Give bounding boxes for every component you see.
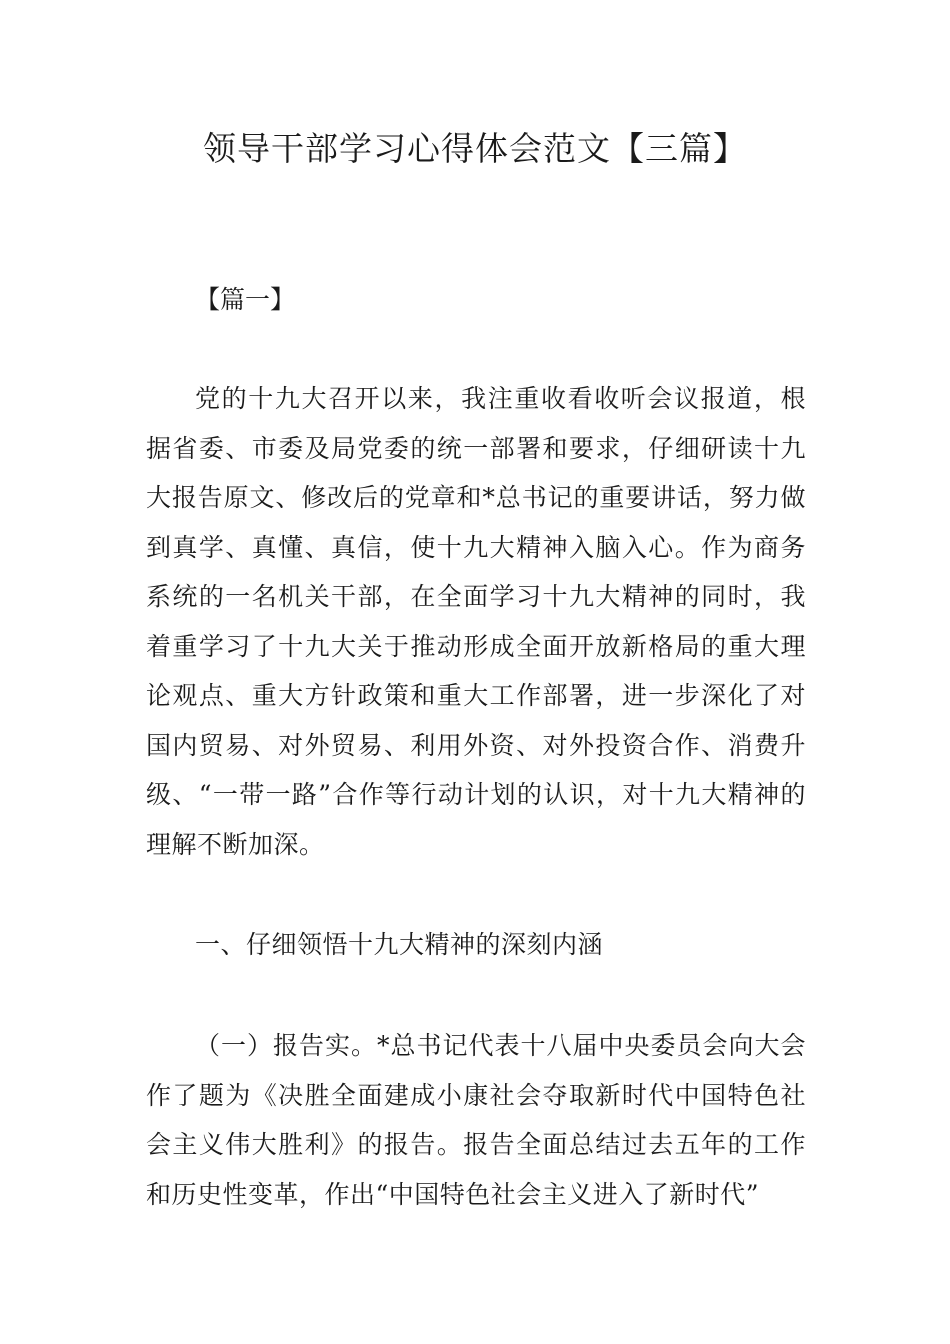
section-label: 【篇一】 — [195, 285, 296, 314]
section-heading-1: 一、仔细领悟十九大精神的深刻内涵 — [195, 930, 604, 959]
document-title: 领导干部学习心得体会范文【三篇】 — [203, 129, 747, 168]
body-paragraph-2: （一）报告实。*总书记代表十八届中央委员会向大会作了题为《决胜全面建成小康社会夺取新时代中国特色社会主义伟大胜利》的报告。报告全面总结过去五年的工作和历史性变革，作出“中国特色社会主义进入了新时代” — [146, 1031, 806, 1209]
body-paragraph-1: 党的十九大召开以来，我注重收看收听会议报道，根据省委、市委及局党委的统一部署和要求，仔细研读十九大报告原文、修改后的党章和*总书记的重要讲话，努力做到真学、真懂、真信，使十九大精神入脑入心。作为商务系统的一名机关干部，在全面学习十九大精神的同时，我着重学习了十九大关于推动形成全面开放新格局的重大理论观点、重大方针政策和重大工作部署，进一步深化了对国内贸易、对外贸易、利用外资、对外投资合作、消费升级、“一带一路”合作等行动计划的认识，对十九大精神的理解不断加深。 — [146, 384, 806, 859]
